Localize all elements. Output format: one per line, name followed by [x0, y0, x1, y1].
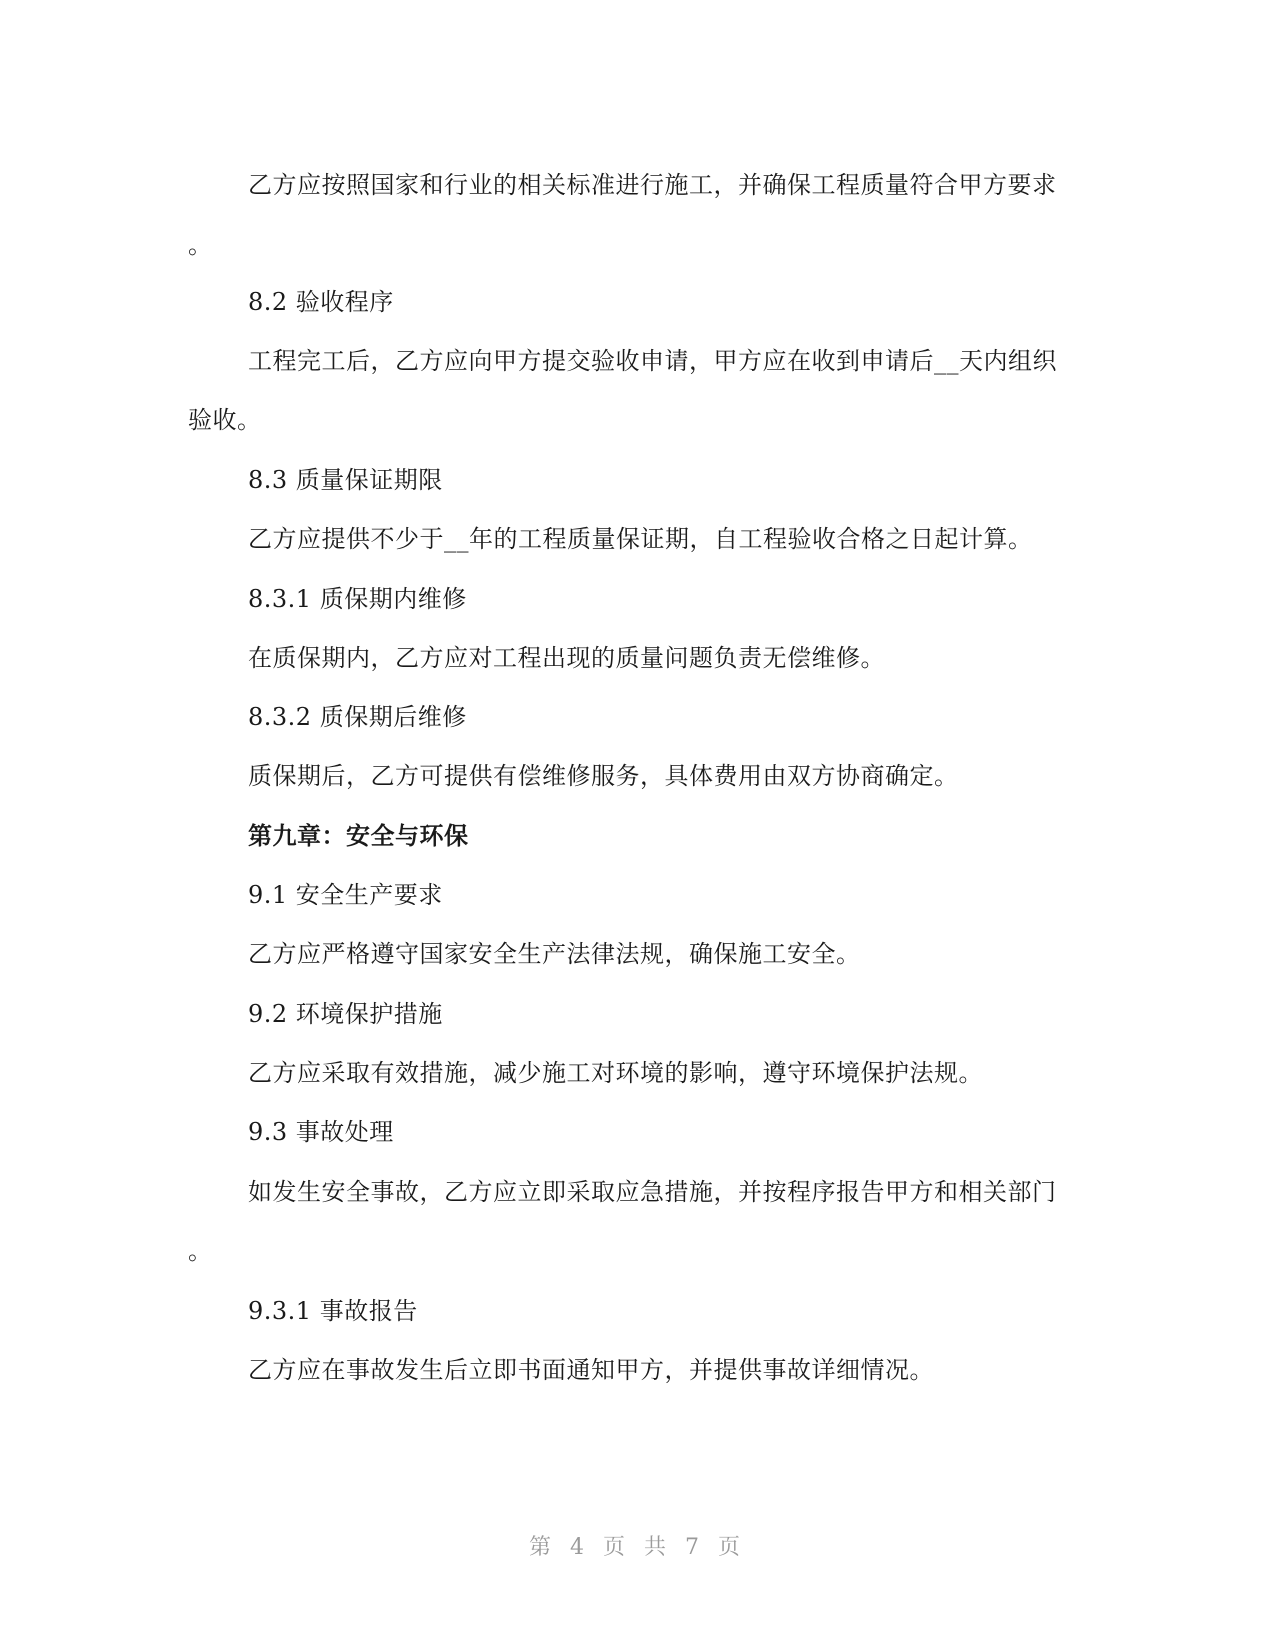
subsection-heading: 8.3.2 质保期后维修	[248, 703, 467, 731]
chapter-heading: 第九章：安全与环保	[248, 821, 469, 850]
body-paragraph: 乙方应严格遵守国家安全生产法律法规，确保施工安全。	[248, 940, 861, 968]
section-heading: 9.3 事故处理	[248, 1118, 394, 1146]
body-paragraph: 在质保期内，乙方应对工程出现的质量问题负责无偿维修。	[248, 644, 885, 672]
body-paragraph: 乙方应采取有效措施，减少施工对环境的影响，遵守环境保护法规。	[248, 1059, 983, 1087]
body-paragraph-continuation: 。	[188, 1237, 213, 1265]
body-paragraph: 如发生安全事故，乙方应立即采取应急措施，并按程序报告甲方和相关部门	[248, 1178, 1057, 1206]
subsection-heading: 9.3.1 事故报告	[248, 1297, 418, 1325]
body-paragraph: 乙方应按照国家和行业的相关标准进行施工，并确保工程质量符合甲方要求	[248, 171, 1057, 199]
section-heading: 9.2 环境保护措施	[248, 1000, 443, 1028]
body-paragraph: 乙方应提供不少于__年的工程质量保证期，自工程验收合格之日起计算。	[248, 525, 1033, 553]
page-number-footer: 第 4 页 共 7 页	[529, 1535, 746, 1560]
section-heading: 8.2 验收程序	[248, 288, 394, 316]
body-paragraph-continuation: 验收。	[188, 406, 262, 434]
body-paragraph: 质保期后，乙方可提供有偿维修服务，具体费用由双方协商确定。	[248, 762, 959, 790]
body-paragraph: 工程完工后，乙方应向甲方提交验收申请，甲方应在收到申请后__天内组织	[248, 347, 1057, 375]
subsection-heading: 8.3.1 质保期内维修	[248, 585, 467, 613]
section-heading: 8.3 质量保证期限	[248, 466, 443, 494]
body-paragraph: 乙方应在事故发生后立即书面通知甲方，并提供事故详细情况。	[248, 1356, 934, 1384]
section-heading: 9.1 安全生产要求	[248, 881, 443, 909]
body-paragraph-continuation: 。	[188, 231, 213, 259]
